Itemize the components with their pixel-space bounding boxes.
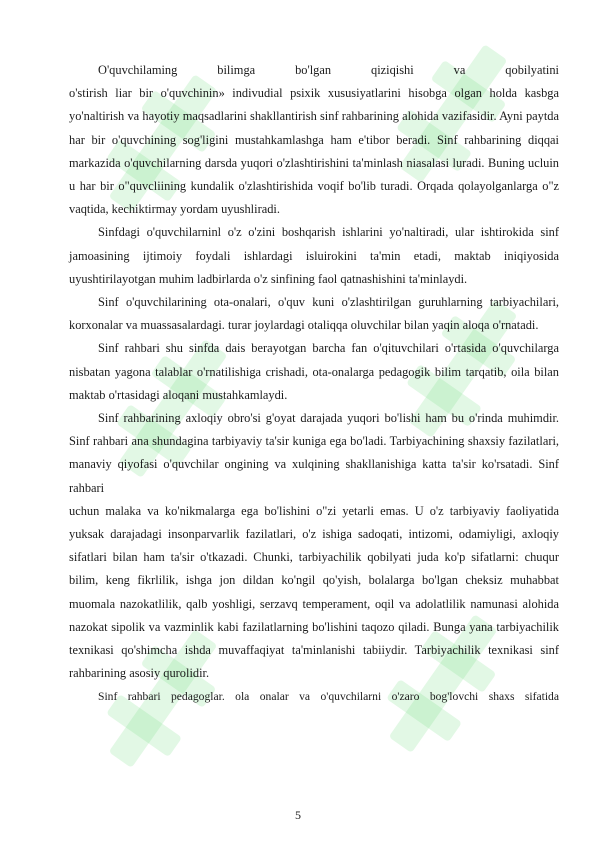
page-number: 5 (295, 808, 301, 822)
page-body (69, 59, 559, 709)
paragraph: uchun malaka va ko'nikmalarga ega bo'lishini o"zi yetarli emas. U o'z tarbiyaviy faoliyatida yuksak darajadagi insonparvarlik fazilatlari, o'z ishiga sadoqati, intizomi, odamiyligi, axloqiy sifatlari bilan ham ta'sir o'tkazadi. Chunki, tarbiyachilik qobilyati juda ko'p sifatlarni: chuqur bilim, keng fikrlilik, ishga jon dildan ko'ngil qo'yish, bolalarga bo'lgan cheksiz muhabbat muomala nazokatlilik, qalb yoshligi, serzavq temperament, oqil va adolatlilik namunasi alohida nazokat sipolik va vazminlik kabi fazilatlarning bo'lishini taqozo qiladi. Bunga yana tarbiyachilik texnikasi qo'shimcha ishda muvaffaqiyat ta'minlanishi tabiiydir. Tarbiyachilik texnikasi sinf rahbarining asosiy qurolidir. (69, 503, 559, 681)
paragraph: o'stirish liar bir o'quvchinin» indivudial psixik xususiyatlarini hisobga olgan holda kasbga yo'naltirish va hayotiy maqsadlarini shakllantirish sinf rahbarining alohida vazifasidir. Ayni paytda har bir o'quvchining sog'ligini mustahkamlashga ham e'tibor beradi. Sinf rahbarining diqqai markazida o'quvchilarning darsda yuqori o'zlashtirishini ta'minlash niasalasi luradi. Buning ucluin u har bir o"quvcliining kundalik o'zlashtirishida voqif bo'lib turadi. Orqada qolayolganlarga o"z vaqtida, kechiktirmay yordam uyushliradi. (69, 86, 559, 217)
paragraph: Sinf rahbari pedagoglar. ola onalar va o'quvchilarni o'zaro bog'lovchi shaxs sifatida (98, 690, 559, 704)
paragraph: O'quvchilaming bilimga bo'lgan qiziqishi va qobilyatini (98, 63, 559, 77)
paragraph: Sinfdagi o'quvchilarninl o'z o'zini boshqarish ishlarini yo'naltiradi, ular ishtirokida sinf jamoasining ijtimoiy foydali ishlardagi isluirokini ta'min etadi, maktab iniqiyosida uyushtirilayotgan muhim ladbirlarda o'z sinfining faol qatnashishini ta'minlaydi. (69, 225, 559, 286)
paragraph: Sinf o'quvchilarining ota-onalari, o'quv kuni o'zlashtirilgan guruhlarning tarbiyachilari, korxonalar va muassasalardagi. turar joylardagi otaliqqa oluvchilar bilan yaqin aloqa o'rnatadi. (69, 295, 559, 333)
paragraph: Sinf rahbari shu sinfda dais berayotgan barcha fan o'qituvchilari o'rtasida o'quvchilarga nisbatan yagona talablar o'rnatilishiga crishadi, ota-onalarga pedagogik bilim tarqatib, oila bilan maktab o'rtasidagi aloqani mustahkamlaydi. (69, 341, 559, 402)
paragraph: Sinf rahbarining axloqiy obro'si g'oyat darajada yuqori bo'lishi ham bu o'rinda muhimdir. Sinf rahbari ana shundagina tarbiyaviy ta'sir kuniga ega bo'ladi. Tarbiyachining shaxsiy fazilatlari, manaviy qiyofasi o'quvchilar ongining va xulqining shakllanishiga katta ta'sir ko'rsatadi. Sinf rahbari (69, 411, 559, 495)
